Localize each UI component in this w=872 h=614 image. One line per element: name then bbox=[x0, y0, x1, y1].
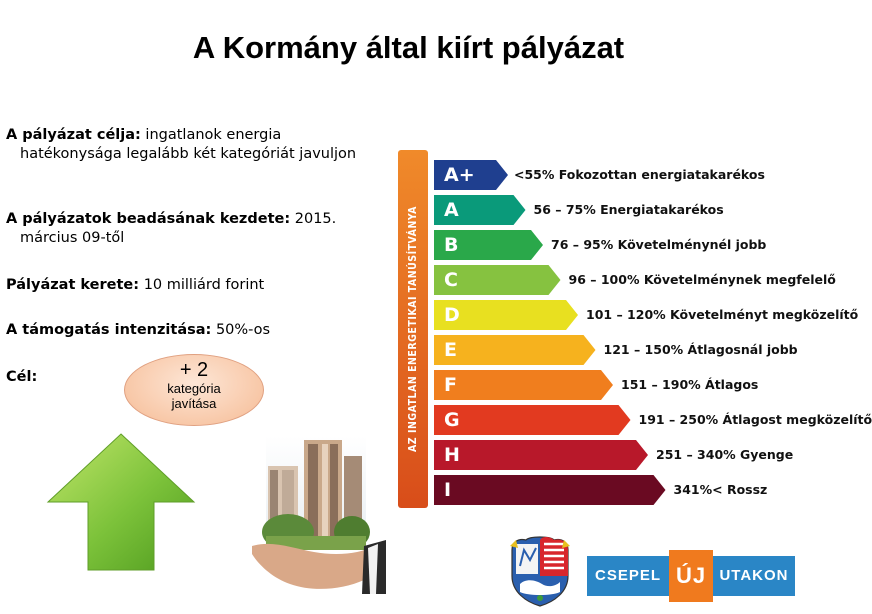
energy-class-description: 191 – 250% Átlagost megközelítő bbox=[638, 412, 872, 427]
goal-line-1: kategória bbox=[167, 381, 221, 396]
bullet-continuation: március 09-től bbox=[20, 230, 125, 246]
bullet-text: 10 milliárd forint bbox=[143, 277, 265, 293]
bullet-label: A pályázatok beadásának kezdete: bbox=[6, 211, 291, 227]
up-arrow-icon bbox=[46, 432, 196, 572]
logo-word-right: UTAKON bbox=[713, 556, 795, 596]
energy-class-arrow bbox=[434, 440, 650, 470]
logo-word-mid: ÚJ bbox=[669, 550, 713, 602]
energy-class-letter: B bbox=[444, 234, 459, 256]
energy-class-letter: F bbox=[444, 374, 457, 396]
energy-class-a-plus bbox=[434, 160, 794, 190]
bullet-text: 2015. bbox=[294, 211, 337, 227]
bullet-goal bbox=[6, 126, 376, 164]
bullet-label: A pályázat célja: bbox=[6, 127, 141, 143]
energy-class-letter: I bbox=[444, 479, 452, 501]
energy-class-description: 76 – 95% Követelménynél jobb bbox=[551, 237, 767, 252]
bullet-text: ingatlanok energia bbox=[145, 127, 282, 143]
energy-class-description: 251 – 340% Gyenge bbox=[656, 447, 794, 462]
energy-class-c bbox=[434, 265, 836, 295]
energy-class-description: 101 – 120% Követelményt megközelítő bbox=[586, 307, 859, 322]
energy-class-description: 96 – 100% Követelménynek megfelelő bbox=[568, 272, 836, 287]
energy-class-arrow bbox=[434, 335, 598, 365]
energy-class-letter: D bbox=[444, 304, 460, 326]
energy-class-d bbox=[434, 300, 859, 330]
energy-class-letter: C bbox=[444, 269, 458, 291]
energy-class-a bbox=[434, 195, 794, 225]
bullet-label: Pályázat kerete: bbox=[6, 277, 140, 293]
energy-class-letter: H bbox=[444, 444, 460, 466]
goal-line-2: javítása bbox=[171, 396, 217, 411]
bullet-label: Cél: bbox=[6, 369, 38, 385]
bullet-text: 50%-os bbox=[215, 322, 271, 338]
energy-class-g bbox=[434, 405, 872, 435]
energy-class-letter: A bbox=[444, 199, 459, 221]
bullet-budget bbox=[6, 276, 376, 295]
energy-class-letter: E bbox=[444, 339, 457, 361]
energy-class-arrow bbox=[434, 475, 668, 505]
energy-class-description: <55% Fokozottan energiatakarékos bbox=[514, 167, 765, 182]
bullet-intensity bbox=[6, 321, 376, 340]
energy-class-letter: A+ bbox=[444, 164, 475, 186]
house-in-hand-photo bbox=[252, 436, 386, 594]
energy-class-description: 56 – 75% Energiatakarékos bbox=[533, 202, 724, 217]
energy-class-i bbox=[434, 475, 794, 505]
coat-of-arms-icon bbox=[508, 536, 572, 606]
slide-title: A Kormány által kiírt pályázat bbox=[192, 30, 625, 65]
bullet-label: A támogatás intenzitása: bbox=[6, 322, 212, 338]
energy-class-arrow bbox=[434, 405, 633, 435]
energy-class-description: 341%< Rossz bbox=[673, 482, 768, 497]
energy-label-side-text bbox=[398, 150, 428, 508]
energy-class-description: 151 – 190% Átlagos bbox=[621, 377, 759, 392]
goal-value: + 2 bbox=[179, 359, 209, 381]
goal-bubble bbox=[124, 354, 264, 426]
energy-class-e bbox=[434, 335, 798, 365]
energy-class-f bbox=[434, 370, 794, 400]
energy-class-description: 121 – 150% Átlagosnál jobb bbox=[603, 342, 798, 357]
bullet-start-date bbox=[6, 210, 376, 248]
energy-class-letter: G bbox=[444, 409, 460, 431]
energy-class-h bbox=[434, 440, 794, 470]
bullet-continuation: hatékonysága legalább két kategóriát javuljon bbox=[20, 146, 357, 162]
logo-word-left: CSEPEL bbox=[587, 556, 669, 596]
energy-class-arrow bbox=[434, 370, 615, 400]
energy-class-b bbox=[434, 230, 794, 260]
side-caption: AZ INGATLAN ENERGETIKAI TANÚSÍTVÁNYA bbox=[407, 205, 419, 453]
